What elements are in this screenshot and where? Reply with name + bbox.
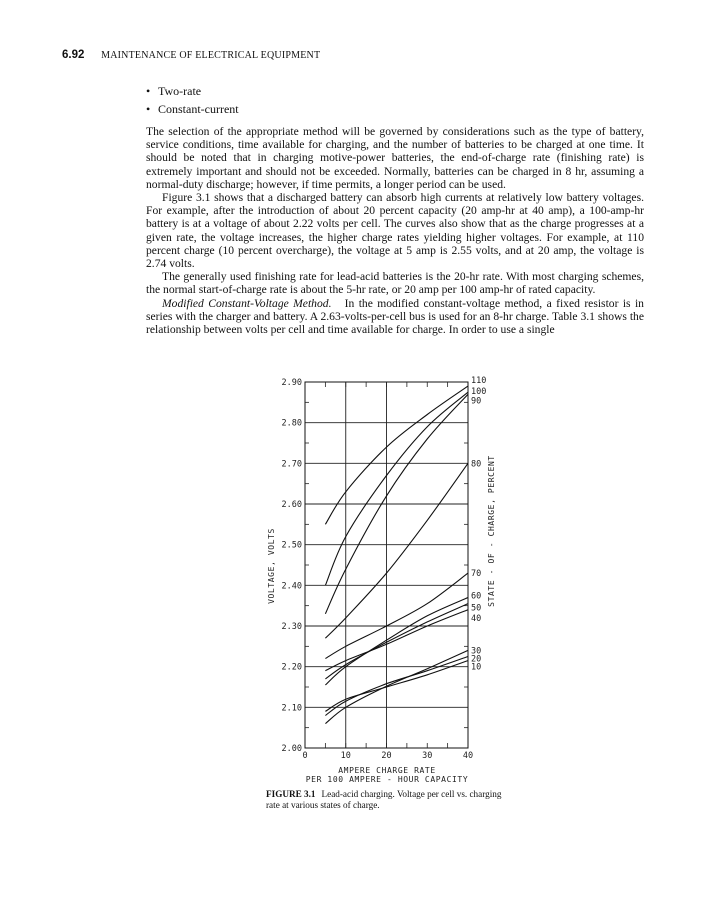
run-in-heading: Modified Constant-Voltage Method. (162, 296, 332, 310)
page-header (62, 49, 320, 61)
y-tick-label: 2.60 (281, 500, 302, 510)
soc-label: 60 (471, 591, 482, 602)
y-tick-label: 2.00 (281, 744, 302, 754)
y2-axis-label: STATE - OF - CHARGE, PERCENT (487, 455, 496, 607)
soc-label: 30 (471, 646, 482, 657)
curve-soc-80 (325, 463, 468, 638)
soc-label: 50 (471, 603, 482, 614)
x-tick-label: 0 (302, 751, 308, 761)
x-axis-label: AMPERE CHARGE RATE (338, 766, 436, 775)
bullet-item: • Two-rate (146, 82, 239, 100)
chart-curves (325, 386, 468, 724)
soc-label: 20 (471, 654, 482, 665)
y-tick-label: 2.50 (281, 540, 302, 551)
curve-soc-10 (325, 661, 468, 712)
paragraph: Figure 3.1 shows that a discharged battery can absorb high currents at relatively low battery voltages. For example, after the introduction of about 20 percent capacity (20 amp-hr at 40 amp), a 100-amp-hr battery is at a voltage of about 2.22 volts per cell. The curves also show that as the charge progresses at a given rate, the voltage increases, the higher charge rates yielding higher voltages. For example, at 110 percent charge (10 percent overcharge), the voltage at 5 amp is 2.55 volts, and at 20 amp, the voltage is 2.74 volts. (146, 191, 644, 271)
soc-label: 90 (471, 396, 482, 407)
y-axis-label: VOLTAGE, VOLTS (267, 528, 276, 604)
soc-label: 40 (471, 613, 482, 624)
soc-label: 110 (471, 376, 487, 386)
y-tick-label: 2.40 (281, 581, 302, 592)
paragraph: The selection of the appropriate method will be governed by considerations such as the type of battery, service conditions, time available for charging, and the number of batteries to be charged at one time. It should be noted that in charging motive-power batteries, the end-of-charge rate (finishing rate) is extremely important and should not be exceeded. Normally, batteries can be charged in 8 hr, assuming a normal-duty discharge; however, if time permits, a longer period can be used. (146, 125, 644, 191)
chart-grid (305, 382, 468, 748)
soc-label: 70 (471, 569, 482, 580)
y-tick-labels (282, 378, 302, 754)
paragraph: The generally used finishing rate for lead-acid batteries is the 20-hr rate. With most charging schemes, the normal start-of-charge rate is about the 5-hr rate, or 20 amp per 100 amp-hr of rated capacity. (146, 270, 644, 297)
y-tick-label: 2.10 (281, 703, 302, 714)
x-tick-label: 30 (422, 751, 433, 761)
body-text (146, 125, 644, 336)
page-number: 6.92 (62, 49, 85, 61)
paragraph-text: In the modified constant-voltage method, a fixed resistor is in series with the charger and battery. A 2.63-volts-per-cell bus is used for an 8-hr charge. Table 3.1 shows the relationship between volts per cell and time available for charge. In order to use a single (146, 296, 644, 337)
figure-caption (266, 789, 506, 811)
curve-soc-40 (325, 610, 468, 671)
x-tick-label: 40 (462, 751, 474, 761)
x-tick-label: 20 (381, 751, 392, 761)
paragraph (146, 297, 644, 337)
x-tick-labels (302, 751, 473, 761)
caption-text: Lead-acid charging. Voltage per cell vs. charging rate at various states of charge. (266, 789, 502, 810)
y-tick-label: 2.30 (281, 622, 302, 632)
y-tick-label: 2.20 (281, 662, 302, 673)
bullet-list (146, 82, 239, 118)
x-tick-label: 10 (340, 751, 351, 761)
caption-label: FIGURE 3.1 (266, 789, 316, 799)
curve-soc-70 (325, 573, 468, 658)
running-title: MAINTENANCE OF ELECTRICAL EQUIPMENT (101, 50, 321, 61)
state-of-charge-labels (471, 376, 486, 673)
y-tick-label: 2.90 (281, 378, 302, 388)
soc-label: 100 (471, 386, 487, 397)
curve-soc-30 (325, 650, 468, 723)
soc-label: 80 (471, 459, 482, 470)
x-axis-label-2: PER 100 AMPERE - HOUR CAPACITY (305, 775, 469, 784)
y-tick-label: 2.80 (281, 418, 302, 429)
y-tick-label: 2.70 (281, 459, 302, 470)
curve-soc-100 (325, 392, 468, 585)
curve-soc-60 (325, 598, 468, 686)
soc-label: 10 (471, 662, 482, 673)
bullet-item: • Constant-current (146, 100, 239, 118)
figure-3-1-chart (262, 376, 512, 786)
